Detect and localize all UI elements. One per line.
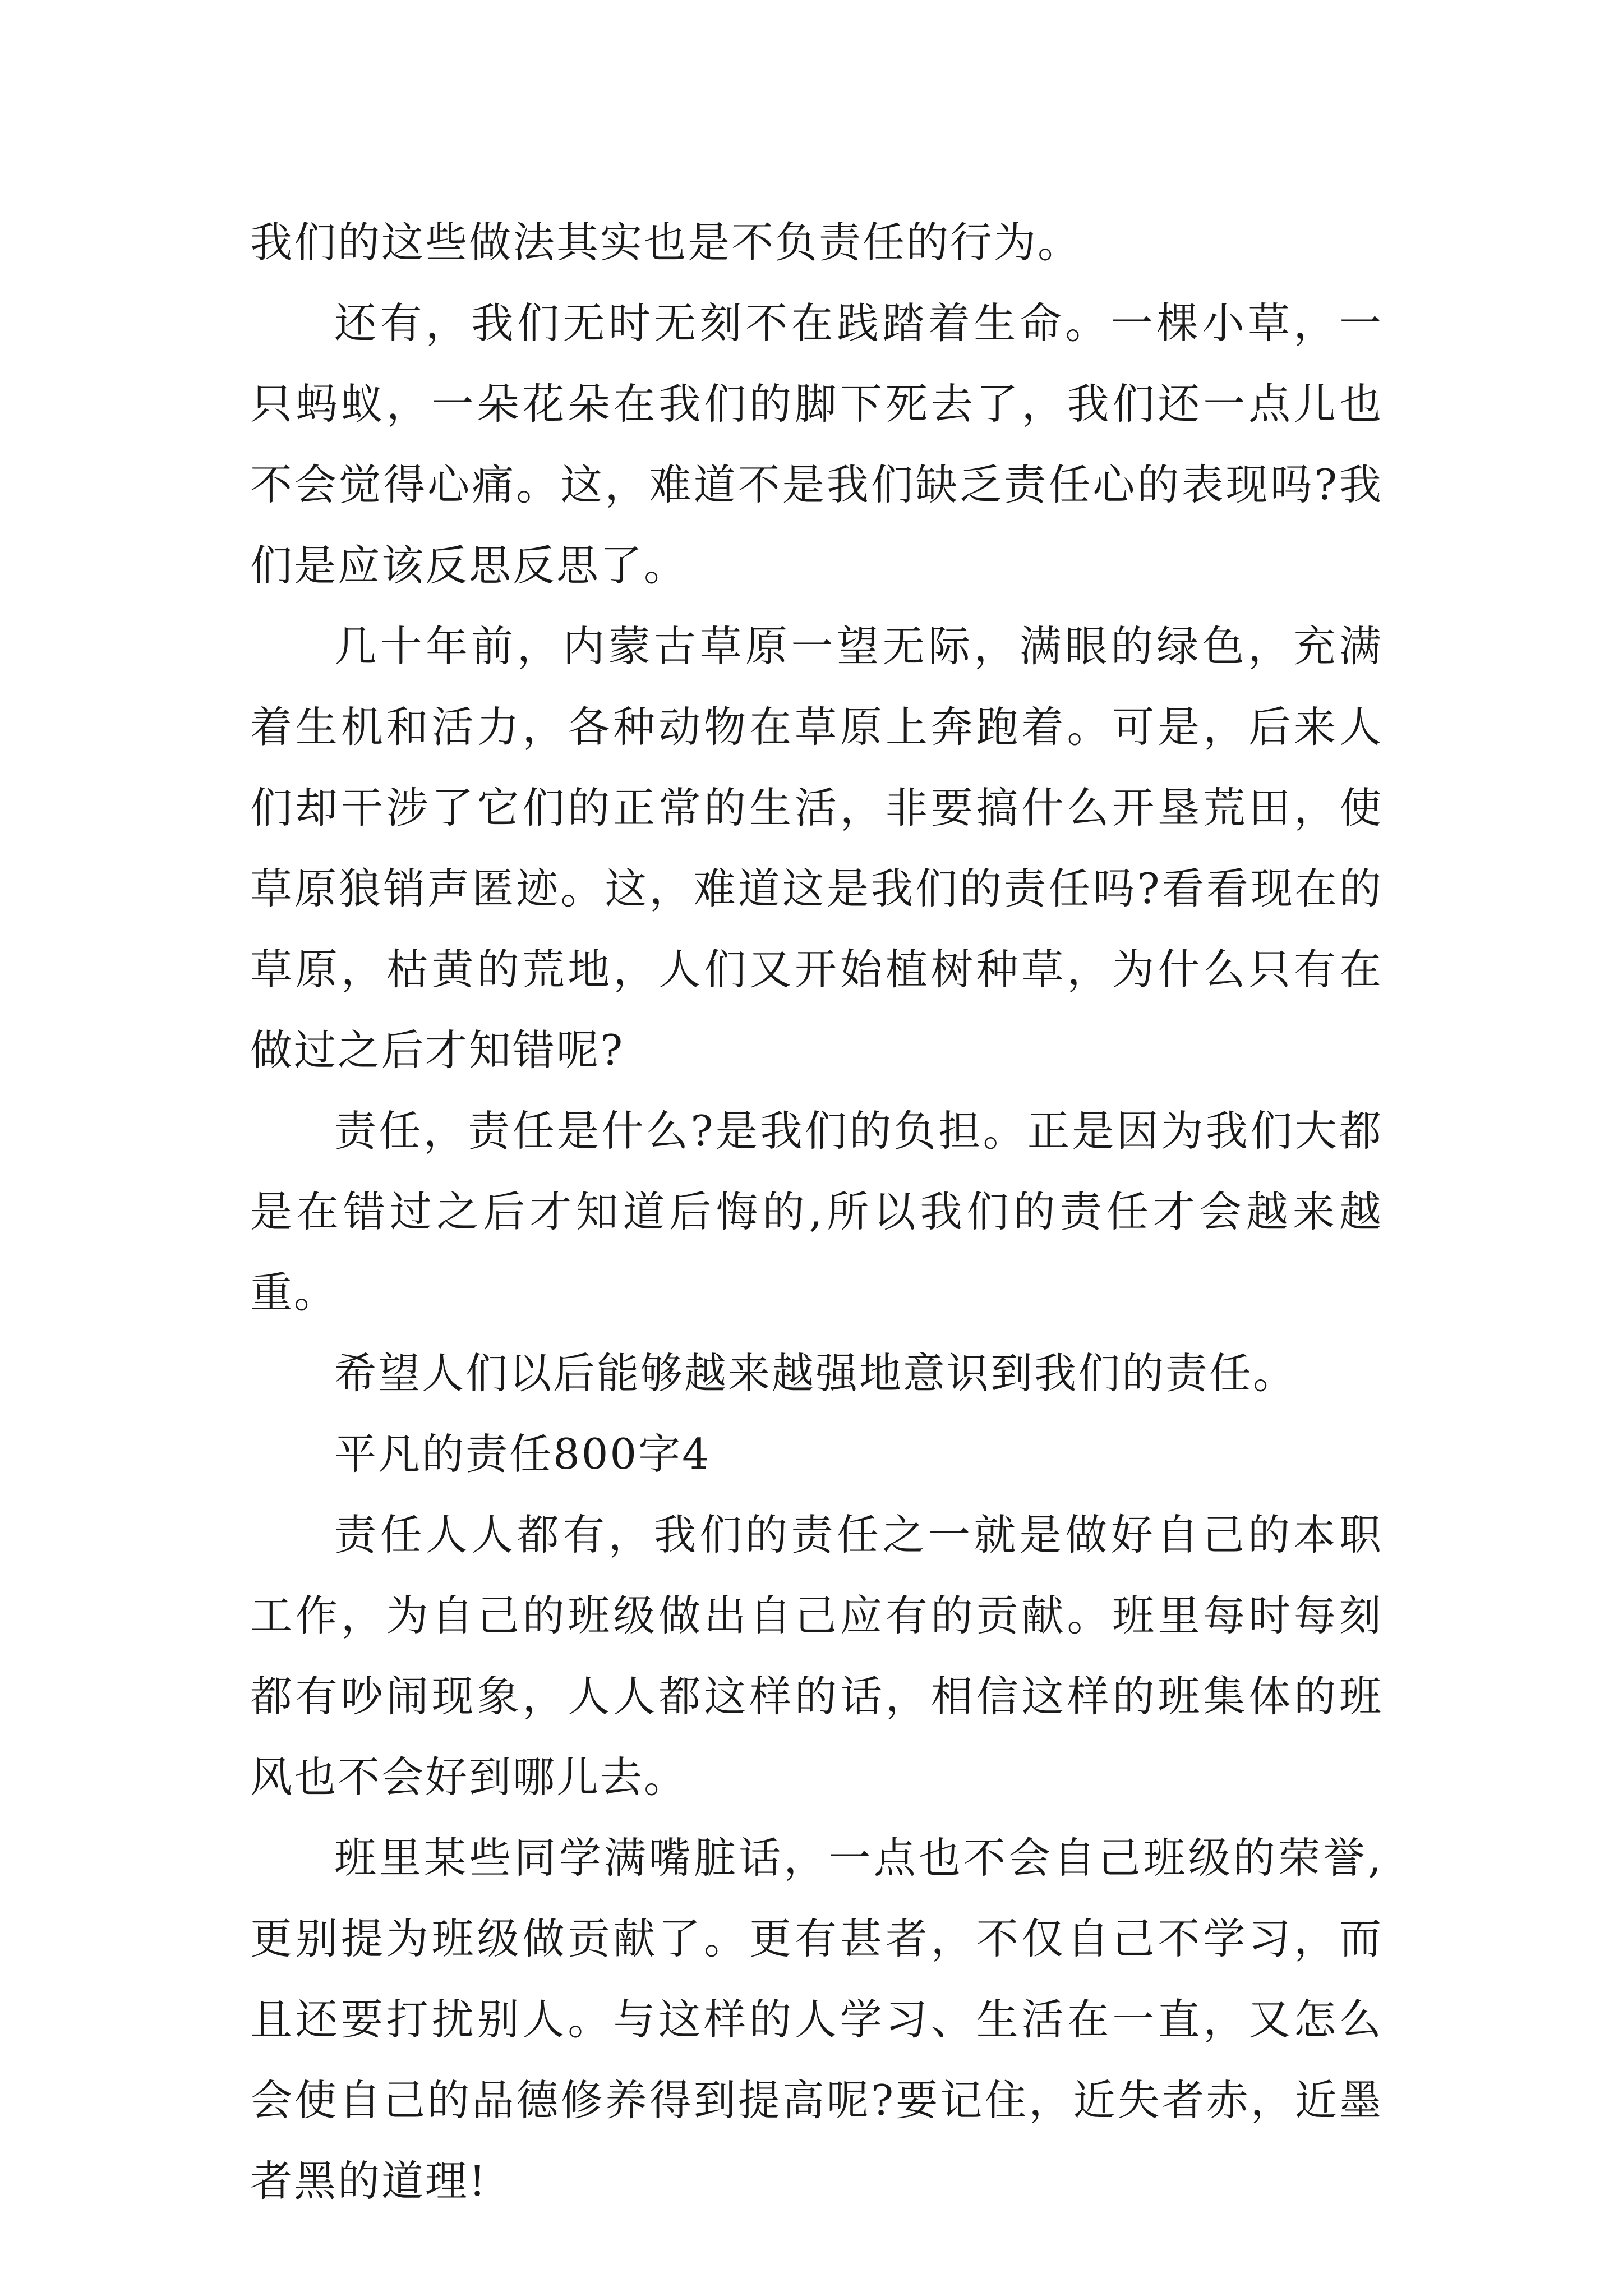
paragraph: 还有，我们无时无刻不在践踏着生命。一棵小草，一只蚂蚁，一朵花朵在我们的脚下死去了，我们还一点儿也不会觉得心痛。这，难道不是我们缺乏责任心的表现吗?我们是应该反思反思了。 xyxy=(250,298,1383,590)
paragraph: 责任人人都有，我们的责任之一就是做好自己的本职工作，为自己的班级做出自己应有的贡献。班里每时每刻都有吵闹现象，人人都这样的话，相信这样的班集体的班风也不会好到哪儿去。 xyxy=(250,1510,1383,1802)
paragraph: 几十年前，内蒙古草原一望无际，满眼的绿色，充满着生机和活力，各种动物在草原上奔跑着。可是，后来人们却干涉了它们的正常的生活，非要搞什么开垦荒田，使草原狼销声匿迹。这，难道这是我们的责任吗?看看现在的草原，枯黄的荒地，人们又开始植树种草，为什么只有在做过之后才知错呢? xyxy=(250,622,1383,1075)
paragraph: 希望人们以后能够越来越强地意识到我们的责任。 xyxy=(334,1349,1297,1398)
paragraph: 我们的这些做法其实也是不负责任的行为。 xyxy=(250,218,1082,267)
paragraph: 责任，责任是什么?是我们的负担。正是因为我们大都是在错过之后才知道后悔的,所以我们的责任才会越来越重。 xyxy=(250,1106,1383,1317)
document-body xyxy=(250,202,1383,2221)
paragraph: 班里某些同学满嘴脏话，一点也不会自己班级的荣誉,更别提为班级做贡献了。更有甚者，不仅自己不学习，而且还要打扰别人。与这样的人学习、生活在一直，又怎么会使自己的品德修养得到提高呢?要记住，近失者赤，近墨者黑的道理! xyxy=(250,1833,1383,2206)
section-heading: 平凡的责任800字4 xyxy=(334,1429,711,1479)
